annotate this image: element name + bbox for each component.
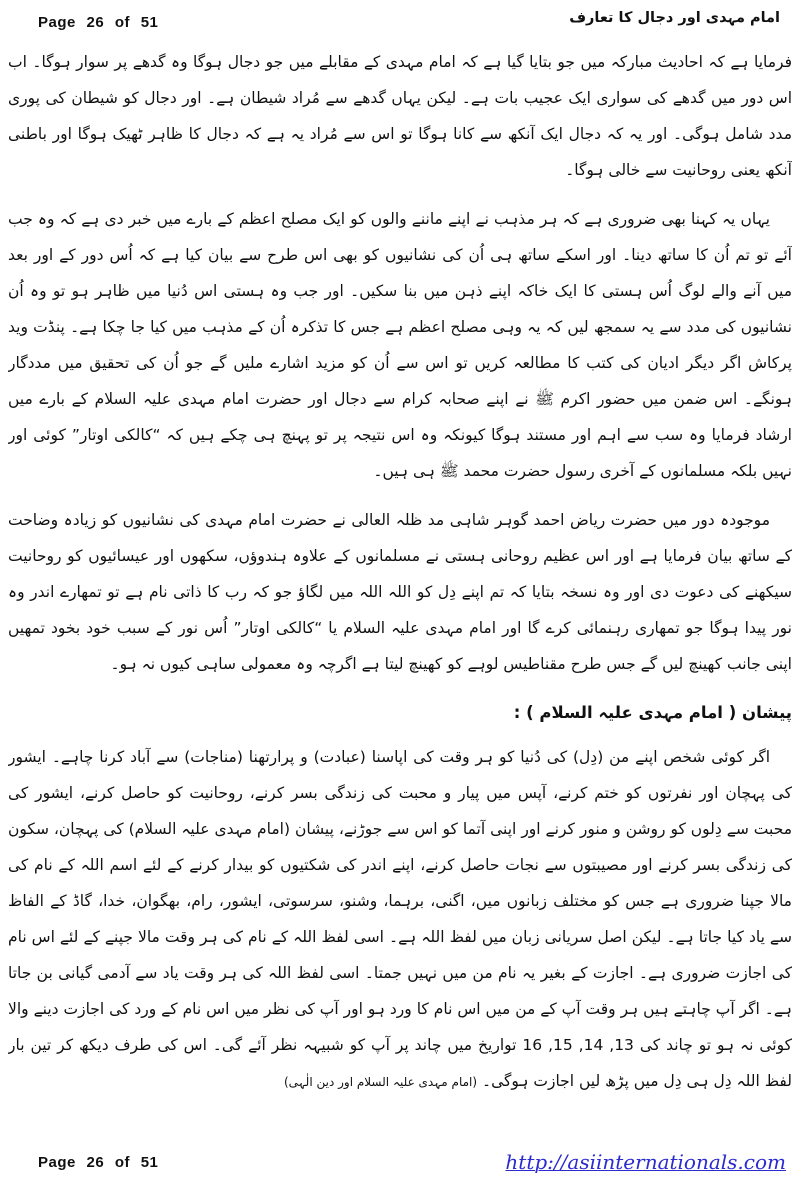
paragraph-musleh-azam: یہاں یہ کہنا بھی ضروری ہے کہ ہر مذہب نے اپنے ماننے والوں کو ایک مصلح اعظم کے بارے میں خبر دی ہے کہ وہ جب آئے تو تم اُن کا ساتھ دینا۔ اور اسکے ساتھ ہی اُن کی نشانیوں کو بھی اس طرح سے بیان کیا ہے کہ اُس دور کے اور بعد میں آنے والے لوگ اُس ہستی کا ایک خاکہ اپنے ذہن میں بنا سکیں۔ اور جب وہ ہستی اس دُنیا میں ظاہر ہو تو وہ اُن نشانیوں کی مدد سے یہ سمجھ لیں کہ یہ وہی مصلح اعظم ہے جس کا تذکرہ اُن کے مذہب میں کیا جا چکا ہے۔ پنڈت وید پرکاش اگر دیگر ادیان کی کتب کا مطالعہ کریں تو اس سے اُن کو مزید اشارے ملیں گے جو اُن کی تحقیق میں مددگار ہونگے۔ اس ضمن میں حضور اکرم ﷺ نے اپنے صحابہ کرام سے دجال اور حضرت امام مہدی علیہ السلام کے بارے میں ارشاد فرمایا وہ سب سے اہم اور مستند ہوگا کیونکہ وہ اس نتیجہ پر تو پہنچ ہی چکے ہیں کہ “کالکی اوتار” کوئی اور نہیں بلکہ مسلمانوں کے آخری رسول حضرت محمد ﷺ ہی ہیں۔	[8, 210, 792, 480]
section-heading-pehchan: پیشان ( امام مہدی علیہ السلام ) :	[513, 703, 792, 722]
paragraph-citation: (امام مہدی علیہ السلام اور دین الٰہی)	[283, 1075, 478, 1089]
paragraph-gohar-shahi: موجودہ دور میں حضرت ریاض احمد گوہر شاہی مد ظلہ العالی نے حضرت امام مہدی کی نشانیوں کو زیادہ وضاحت کے ساتھ بیان فرمایا ہے اور اس عظیم روحانی ہستی نے مسلمانوں کے علاوہ ہندوؤں، سکھوں اور عیسائیوں کو روحانیت سیکھنے کی دعوت دی اور وہ نسخہ بتایا کہ تم اپنے دِل کو اللہ اللہ میں لگاؤ جو کہ رب کا ذاتی نام ہے تو تمھارے اندر وہ نور پیدا ہوگا جو تمھاری رہنمائی کرے گا اور امام مہدی علیہ السلام یا “کالکی اوتار” اُس نور کے سبب خود بخود تمھیں اپنی جانب کھینچ لیں گے جس طرح مقناطیس لوہے کو کھینچ لیتا ہے اگرچہ وہ معمولی ساہی کیوں نہ ہو۔	[8, 511, 792, 673]
document-body	[8, 44, 792, 1148]
header-page-label: Page 26 of 51	[38, 14, 159, 31]
paragraph-dajjal-donkey: فرمایا ہے کہ احادیث مبارکہ میں جو بتایا گیا ہے کہ امام مہدی کے مقابلے میں جو دجال ہوگا وہ گدھے پر سوار ہوگا۔ اب اس دور میں گدھے کی سواری ایک عجیب بات ہے۔ لیکن یہاں گدھے سے مُراد شیطان ہے۔ اور دجال کو شیطان کی پوری مدد شامل ہوگی۔ اور یہ کہ دجال ایک آنکھ سے کانا ہوگا تو اس سے مُراد یہ ہے کہ دجال کا ظاہر ٹھیک ہوگا اور باطنی آنکھ یعنی روحانیت سے خالی ہوگا۔	[8, 53, 792, 179]
header-title: امام مہدی اور دجال کا تعارف	[569, 10, 780, 26]
page-footer	[38, 1150, 786, 1176]
footer-page-label: Page 26 of 51	[38, 1154, 159, 1171]
paragraph-zikr-allah-text: اگر کوئی شخص اپنے من (دِل) کی دُنیا کو ہر وقت کی اپاسنا (عبادت) و پرارتھنا (مناجات) سے آباد کرنا چاہے۔ ایشور کی پہچان اور نفرتوں کو ختم کرنے، آپس میں پیار و محبت کی زندگی بسر کرنے، روحانیت کو حاصل کرنے، ایشور کی محبت سے دِلوں کو روشن و منور کرنے اور اپنی آتما کو اس سے جوڑنے، پیشان (امام مہدی علیہ السلام) کی پہچان، سکون کی زندگی بسر کرنے اور مصیبتوں سے نجات حاصل کرنے، اپنے اندر کی شکتیوں کو بیدار کرنے کے لئے اسم اللہ کے نام کی مالا جپنا ضروری ہے جس کو مختلف زبانوں میں، اگنی، برہما، وشنو، سرسوتی، ایشور، رام، بھگوان، خدا، گاڈ کے الفاظ سے یاد کیا جاتا ہے۔ لیکن اصل سریانی زبان میں لفظ اللہ ہے۔ اسی لفظ اللہ کے نام کی ہر وقت مالا جپنے کے لئے اس نام کی اجازت ضروری ہے۔ اجازت کے بغیر یہ نام من میں نہیں جمتا۔ اسی لفظ اللہ کی ہر وقت یاد سے آدمی گیانی بن جاتا ہے۔ اگر آپ چاہتے ہیں ہر وقت آپ کے من میں اس نام کا ورد ہو اور آپ کی نظر میں اس نام کے ورد کی اجازت دینے والا کوئی نہ ہو تو چاند کی 13, 14, 15, 16 تواریخ میں چاند پر آپ کو شبیہہ نظر آئے گی۔ اس کی طرف دیکھ کر تین بار لفظ اللہ دِل ہی دِل میں پڑھ لیں اجازت ہوگی۔	[8, 748, 792, 1090]
footer-url-link[interactable]: http://asiinternationals.com	[505, 1150, 786, 1174]
page-header	[38, 10, 784, 40]
paragraph-zikr-allah	[8, 739, 792, 1100]
